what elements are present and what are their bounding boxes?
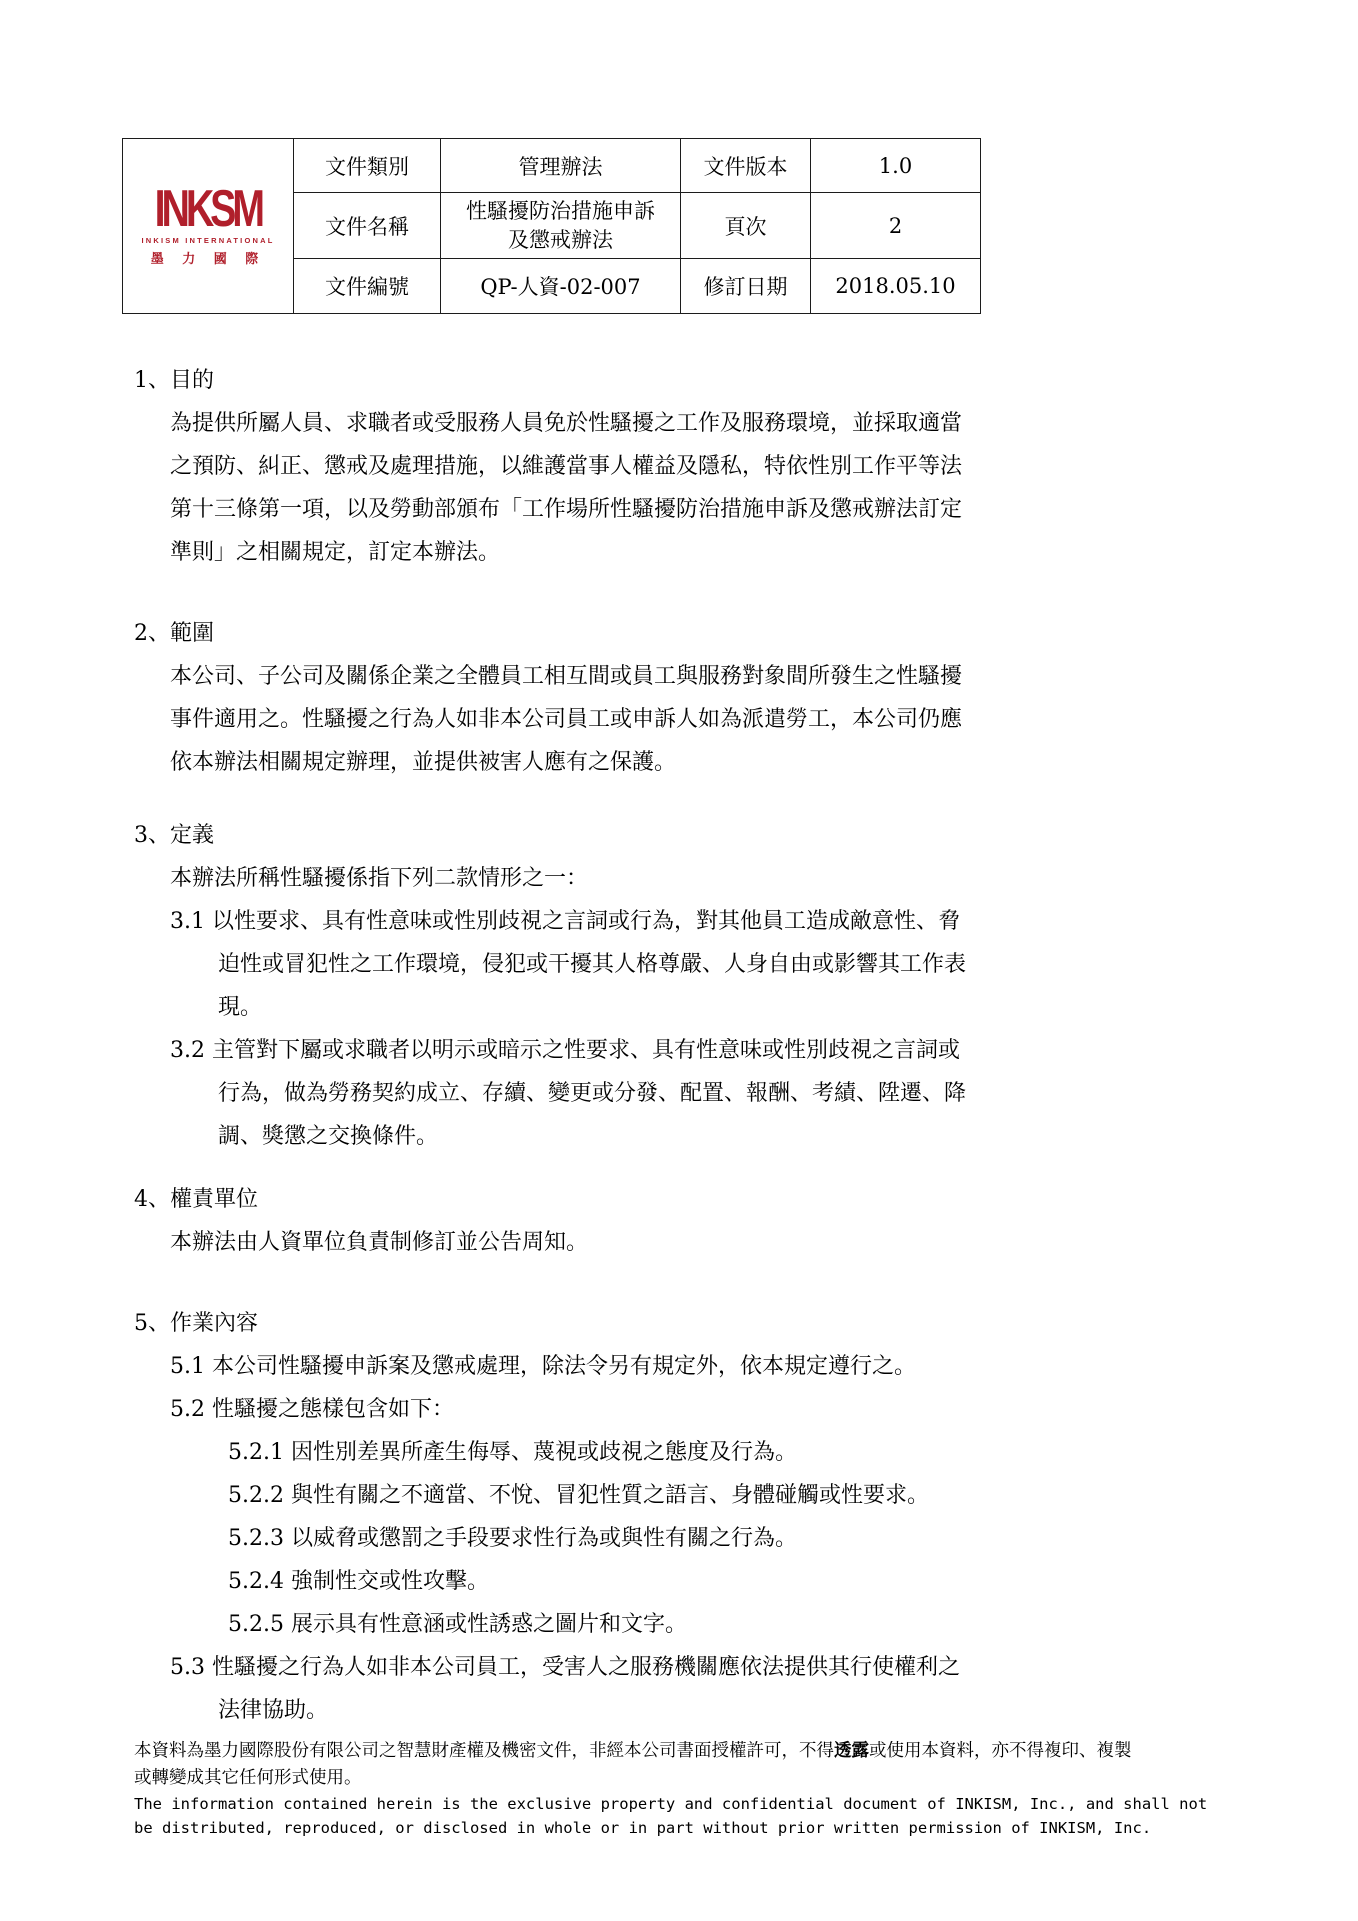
doc-line: 行為，做為勞務契約成立、存續、變更或分發、配置、報酬、考績、陞遷、降 <box>218 1081 967 1106</box>
section-definitions <box>134 814 1234 1158</box>
doc-id-label: 文件編號 <box>294 259 441 314</box>
section-heading: 5、作業內容 <box>134 1311 258 1336</box>
footer-zh-line2: 或轉變成其它任何形式使用。 <box>134 1768 362 1788</box>
doc-name-value-line1: 性騷擾防治措施申訴 <box>466 198 655 223</box>
doc-name-value <box>441 193 681 259</box>
footer-en-line1: The information contained herein is the exclusive property and confidential document of INKISM, Inc., and shall not <box>134 1795 1208 1813</box>
doc-line: 本公司、子公司及關係企業之全體員工相互間或員工與服務對象間所發生之性騷擾 <box>170 664 963 689</box>
doc-line: 5.2.2 與性有關之不適當、不悅、冒犯性質之語言、身體碰觸或性要求。 <box>228 1483 929 1508</box>
footer-zh-line1 <box>134 1738 1234 1765</box>
document-header-table <box>122 138 981 314</box>
doc-line: 第十三條第一項，以及勞動部頒布「工作場所性騷擾防治措施申訴及懲戒辦法訂定 <box>170 497 963 522</box>
doc-line: 為提供所屬人員、求職者或受服務人員免於性騷擾之工作及服務環境，並採取適當 <box>170 411 963 436</box>
revision-date-label: 修訂日期 <box>681 259 811 314</box>
company-logo <box>123 139 294 314</box>
doc-line: 3.2 主管對下屬或求職者以明示或暗示之性要求、具有性意味或性別歧視之言詞或 <box>170 1038 960 1063</box>
footer-zh-line1-post: 或使用本資料，亦不得複印、複製 <box>869 1741 1132 1761</box>
section-heading: 3、定義 <box>134 823 214 848</box>
section-heading: 4、權責單位 <box>134 1187 258 1212</box>
doc-line: 5.2.5 展示具有性意涵或性誘惑之圖片和文字。 <box>228 1612 687 1637</box>
doc-line: 5.2 性騷擾之態樣包含如下： <box>170 1397 454 1422</box>
doc-id-value: QP-人資-02-007 <box>441 259 681 314</box>
doc-name-label: 文件名稱 <box>294 193 441 259</box>
doc-line: 迫性或冒犯性之工作環境，侵犯或干擾其人格尊嚴、人身自由或影響其工作表 <box>218 952 967 977</box>
doc-version-value: 1.0 <box>811 139 981 193</box>
doc-line: 5.2.1 因性別差異所產生侮辱、蔑視或歧視之態度及行為。 <box>228 1440 797 1465</box>
section-operations <box>134 1302 1234 1732</box>
doc-line: 5.1 本公司性騷擾申訴案及懲戒處理，除法令另有規定外，依本規定遵行之。 <box>170 1354 916 1379</box>
confidentiality-footer <box>134 1738 1234 1840</box>
footer-zh-line1-bold: 透露 <box>834 1741 869 1761</box>
section-scope <box>134 612 1234 784</box>
doc-line: 法律協助。 <box>218 1698 329 1723</box>
doc-line: 依本辦法相關規定辦理，並提供被害人應有之保護。 <box>170 750 677 775</box>
section-purpose <box>134 359 1234 574</box>
logo-chinese-name: 墨 力 國 際 <box>150 252 266 267</box>
footer-en-line2: be distributed, reproduced, or disclosed in whole or in part without prior written permission of INKISM, Inc. <box>134 1819 1152 1837</box>
doc-line: 5.2.3 以威脅或懲罰之手段要求性行為或與性有關之行為。 <box>228 1526 797 1551</box>
doc-line: 本辦法所稱性騷擾係指下列二款情形之一： <box>170 866 589 891</box>
logo-wordmark: INKSM <box>154 180 262 239</box>
revision-date-value: 2018.05.10 <box>811 259 981 314</box>
document-body <box>134 313 1234 1840</box>
doc-type-label: 文件類別 <box>294 139 441 193</box>
doc-version-label: 文件版本 <box>681 139 811 193</box>
logo-subtitle: INKISM INTERNATIONAL <box>141 236 275 245</box>
doc-line: 本辦法由人資單位負責制修訂並公告周知。 <box>170 1230 589 1255</box>
doc-line: 5.2.4 強制性交或性攻擊。 <box>228 1569 489 1594</box>
doc-line: 調、獎懲之交換條件。 <box>218 1124 439 1149</box>
doc-line: 現。 <box>218 995 263 1020</box>
section-heading: 2、範圍 <box>134 621 214 646</box>
page-number-value: 2 <box>811 193 981 259</box>
doc-name-value-line2: 及懲戒辦法 <box>508 227 613 252</box>
section-heading: 1、目的 <box>134 368 214 393</box>
doc-line: 5.3 性騷擾之行為人如非本公司員工，受害人之服務機關應依法提供其行使權利之 <box>170 1655 960 1680</box>
doc-type-value: 管理辦法 <box>441 139 681 193</box>
page-number-label: 頁次 <box>681 193 811 259</box>
doc-line: 之預防、糾正、懲戒及處理措施，以維護當事人權益及隱私，特依性別工作平等法 <box>170 454 963 479</box>
doc-line: 事件適用之。性騷擾之行為人如非本公司員工或申訴人如為派遣勞工，本公司仍應 <box>170 707 963 732</box>
section-responsible-unit <box>134 1178 1234 1264</box>
doc-line: 3.1 以性要求、具有性意味或性別歧視之言詞或行為，對其他員工造成敵意性、脅 <box>170 909 960 934</box>
doc-line: 準則」之相關規定，訂定本辦法。 <box>170 540 501 565</box>
footer-zh-line1-pre: 本資料為墨力國際股份有限公司之智慧財產權及機密文件，非經本公司書面授權許可，不得 <box>134 1741 834 1761</box>
